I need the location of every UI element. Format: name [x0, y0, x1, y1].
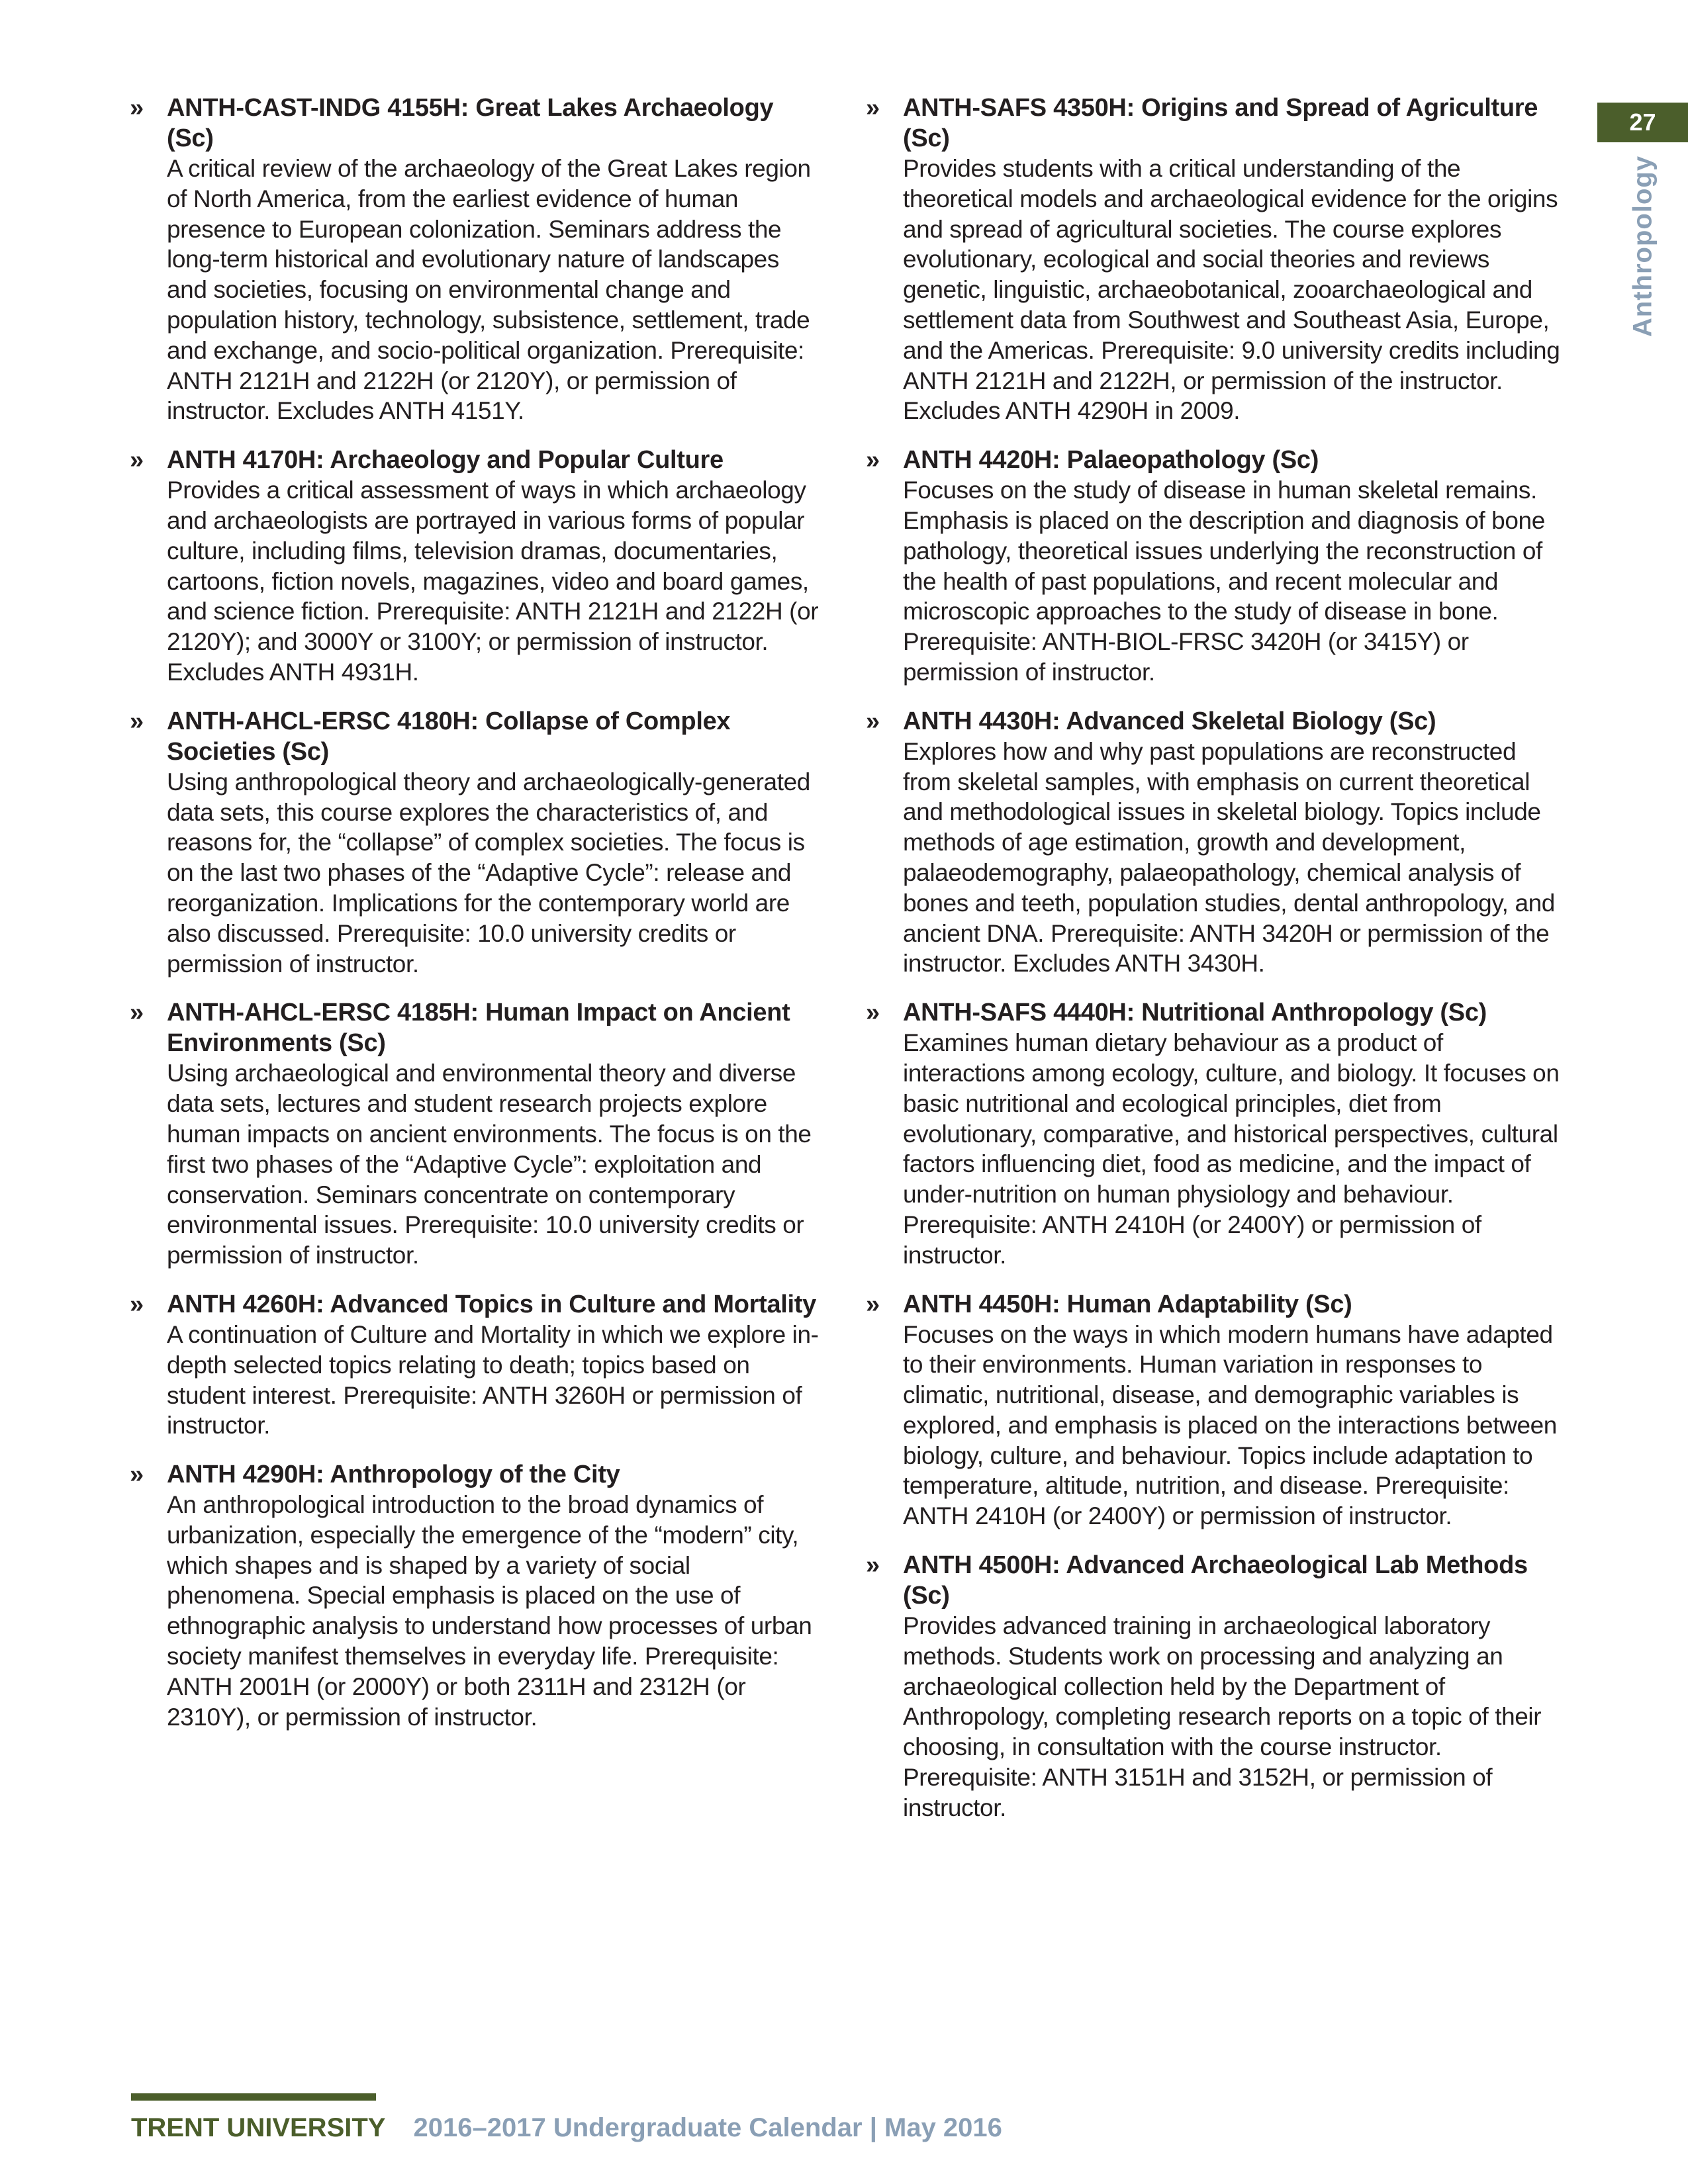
left-column [130, 93, 825, 1751]
course-entry [130, 706, 825, 979]
bullet-marker: » [130, 94, 144, 122]
footer-rule [131, 2093, 376, 2101]
bullet-marker: » [130, 999, 144, 1027]
course-title: ANTH 4430H: Advanced Skeletal Biology (Sc) [903, 707, 1436, 735]
course-description: Focuses on the ways in which modern humans have adapted to their environments. Human variation in responses to climatic, nutritional, disease, and demographic variables is explored, and emphasis is placed on the interactions between biology, culture, and behaviour. Topics include adaptation to temperature, altitude, nutrition, and disease. Prerequisite: ANTH 2410H (or 2400Y) or permission of instructor. [903, 1320, 1557, 1530]
course-title: ANTH 4450H: Human Adaptability (Sc) [903, 1290, 1352, 1318]
course-description: Explores how and why past populations are reconstructed from skeletal samples, with emphasis on current theoretical and methodological issues in skeletal biology. Topics include methods of age estimation, growth and development, palaeodemography, palaeopathology, chemical analysis of bones and teeth, population studies, dental anthropology, and ancient DNA. Prerequisite: ANTH 3420H or permission of the instructor. Excludes ANTH 3430H. [903, 737, 1555, 978]
course-title: ANTH 4260H: Advanced Topics in Culture and Mortality [167, 1290, 816, 1318]
bullet-marker: » [866, 446, 880, 475]
bullet-marker: » [866, 707, 880, 735]
footer-calendar-title: 2016–2017 Undergraduate Calendar | May 2016 [413, 2113, 1002, 2142]
course-entry [866, 997, 1568, 1270]
footer [131, 2113, 1002, 2143]
course-description: Using archaeological and environmental theory and diverse data sets, lectures and student research projects explore human impacts on ancient environments. The focus is on the first two phases of the “Adaptive Cycle”: exploitation and conservation. Seminars concentrate on contemporary environmental issues. Prerequisite: 10.0 university credits or permission of instructor. [167, 1060, 812, 1269]
course-title: ANTH-SAFS 4350H: Origins and Spread of Agriculture (Sc) [903, 94, 1538, 152]
course-description: A continuation of Culture and Mortality in which we explore in-depth selected topics relating to death; topics based on student interest. Prerequisite: ANTH 3260H or permission of instructor. [167, 1320, 819, 1439]
course-entry [866, 706, 1568, 979]
course-description: Using anthropological theory and archaeologically-generated data sets, this course explores the characteristics of, and reasons for, the “collapse” of complex societies. The focus is on the last two phases of the “Adaptive Cycle”: release and reorganization. Implications for the contemporary world are also discussed. Prerequisite: 10.0 university credits or permission of instructor. [167, 768, 810, 978]
course-description: An anthropological introduction to the broad dynamics of urbanization, especially the emergence of the “modern” city, which shapes and is shaped by a variety of social phenomena. Special emphasis is placed on the use of ethnographic analysis to understand how processes of urban society manifest themselves in everyday life. Prerequisite: ANTH 2001H (or 2000Y) or both 2311H and 2312H (or 2310Y), or permission of instructor. [167, 1491, 812, 1731]
bullet-marker: » [866, 94, 880, 122]
bullet-marker: » [866, 1290, 880, 1318]
course-description: Provides advanced training in archaeological laboratory methods. Students work on processing and analyzing an archaeological collection held by the Department of Anthropology, completing research reports on a topic of their choosing, in consultation with the course instructor. Prerequisite: ANTH 3151H and 3152H, or permission of instructor. [903, 1612, 1542, 1821]
bullet-marker: » [130, 446, 144, 475]
section-side-label: Anthropology [1628, 155, 1658, 338]
course-title: ANTH-CAST-INDG 4155H: Great Lakes Archaeology (Sc) [167, 94, 774, 152]
course-title: ANTH 4500H: Advanced Archaeological Lab Methods (Sc) [903, 1551, 1528, 1610]
course-entry [866, 1289, 1568, 1532]
course-entry [130, 1459, 825, 1732]
bullet-marker: » [866, 999, 880, 1027]
course-title: ANTH-SAFS 4440H: Nutritional Anthropology (Sc) [903, 999, 1487, 1027]
course-title: ANTH-AHCL-ERSC 4180H: Collapse of Complex Societies (Sc) [167, 707, 731, 766]
course-title: ANTH 4170H: Archaeology and Popular Culture [167, 446, 724, 475]
course-description: Provides a critical assessment of ways in which archaeology and archaeologists are portrayed in various forms of popular culture, including films, television dramas, documentaries, cartoons, fiction novels, magazines, video and board games, and science fiction. Prerequisite: ANTH 2121H and 2122H (or 2120Y); and 3000Y or 3100Y; or permission of instructor. Excludes ANTH 4931H. [167, 477, 819, 686]
right-column [866, 93, 1568, 1842]
course-entry [866, 445, 1568, 688]
course-title: ANTH 4290H: Anthropology of the City [167, 1461, 620, 1489]
course-entry [130, 93, 825, 426]
course-title: ANTH-AHCL-ERSC 4185H: Human Impact on Ancient Environments (Sc) [167, 999, 790, 1058]
course-entry [866, 1550, 1568, 1823]
course-entry [130, 1289, 825, 1441]
course-entry [130, 997, 825, 1271]
bullet-marker: » [130, 1290, 144, 1318]
bullet-marker: » [130, 1461, 144, 1489]
course-description: A critical review of the archaeology of the Great Lakes region of North America, from the earliest evidence of human presence to European colonization. Seminars address the long-term historical and evolutionary nature of landscapes and societies, focusing on environmental change and population history, technology, subsistence, settlement, trade and exchange, and socio-political organization. Prerequisite: ANTH 2121H and 2122H (or 2120Y), or permission of instructor. Excludes ANTH 4151Y. [167, 155, 811, 425]
course-description: Examines human dietary behaviour as a product of interactions among ecology, culture, and biology. It focuses on basic nutritional and ecological principles, diet from evolutionary, comparative, and historical perspectives, cultural factors influencing diet, food as medicine, and the impact of under-nutrition on human physiology and behaviour. Prerequisite: ANTH 2410H (or 2400Y) or permission of instructor. [903, 1029, 1560, 1269]
course-entry [866, 93, 1568, 426]
page-number-tab: 27 [1597, 103, 1688, 142]
course-entry [130, 445, 825, 688]
course-description: Provides students with a critical understanding of the theoretical models and archaeological evidence for the origins and spread of agricultural societies. The course explores evolutionary, ecological and social theories and reviews genetic, linguistic, archaeobotanical, zooarchaeological and settlement data from Southwest and Southeast Asia, Europe, and the Americas. Prerequisite: 9.0 university credits including ANTH 2121H and 2122H, or permission of the instructor. Excludes ANTH 4290H in 2009. [903, 155, 1560, 425]
course-description: Focuses on the study of disease in human skeletal remains. Emphasis is placed on the description and diagnosis of bone pathology, theoretical issues underlying the reconstruction of the health of past populations, and recent molecular and microscopic approaches to the study of disease in bone. Prerequisite: ANTH-BIOL-FRSC 3420H (or 3415Y) or permission of instructor. [903, 477, 1545, 686]
footer-org-name: TRENT UNIVERSITY [131, 2113, 386, 2142]
bullet-marker: » [866, 1551, 880, 1580]
bullet-marker: » [130, 707, 144, 735]
course-title: ANTH 4420H: Palaeopathology (Sc) [903, 446, 1319, 475]
